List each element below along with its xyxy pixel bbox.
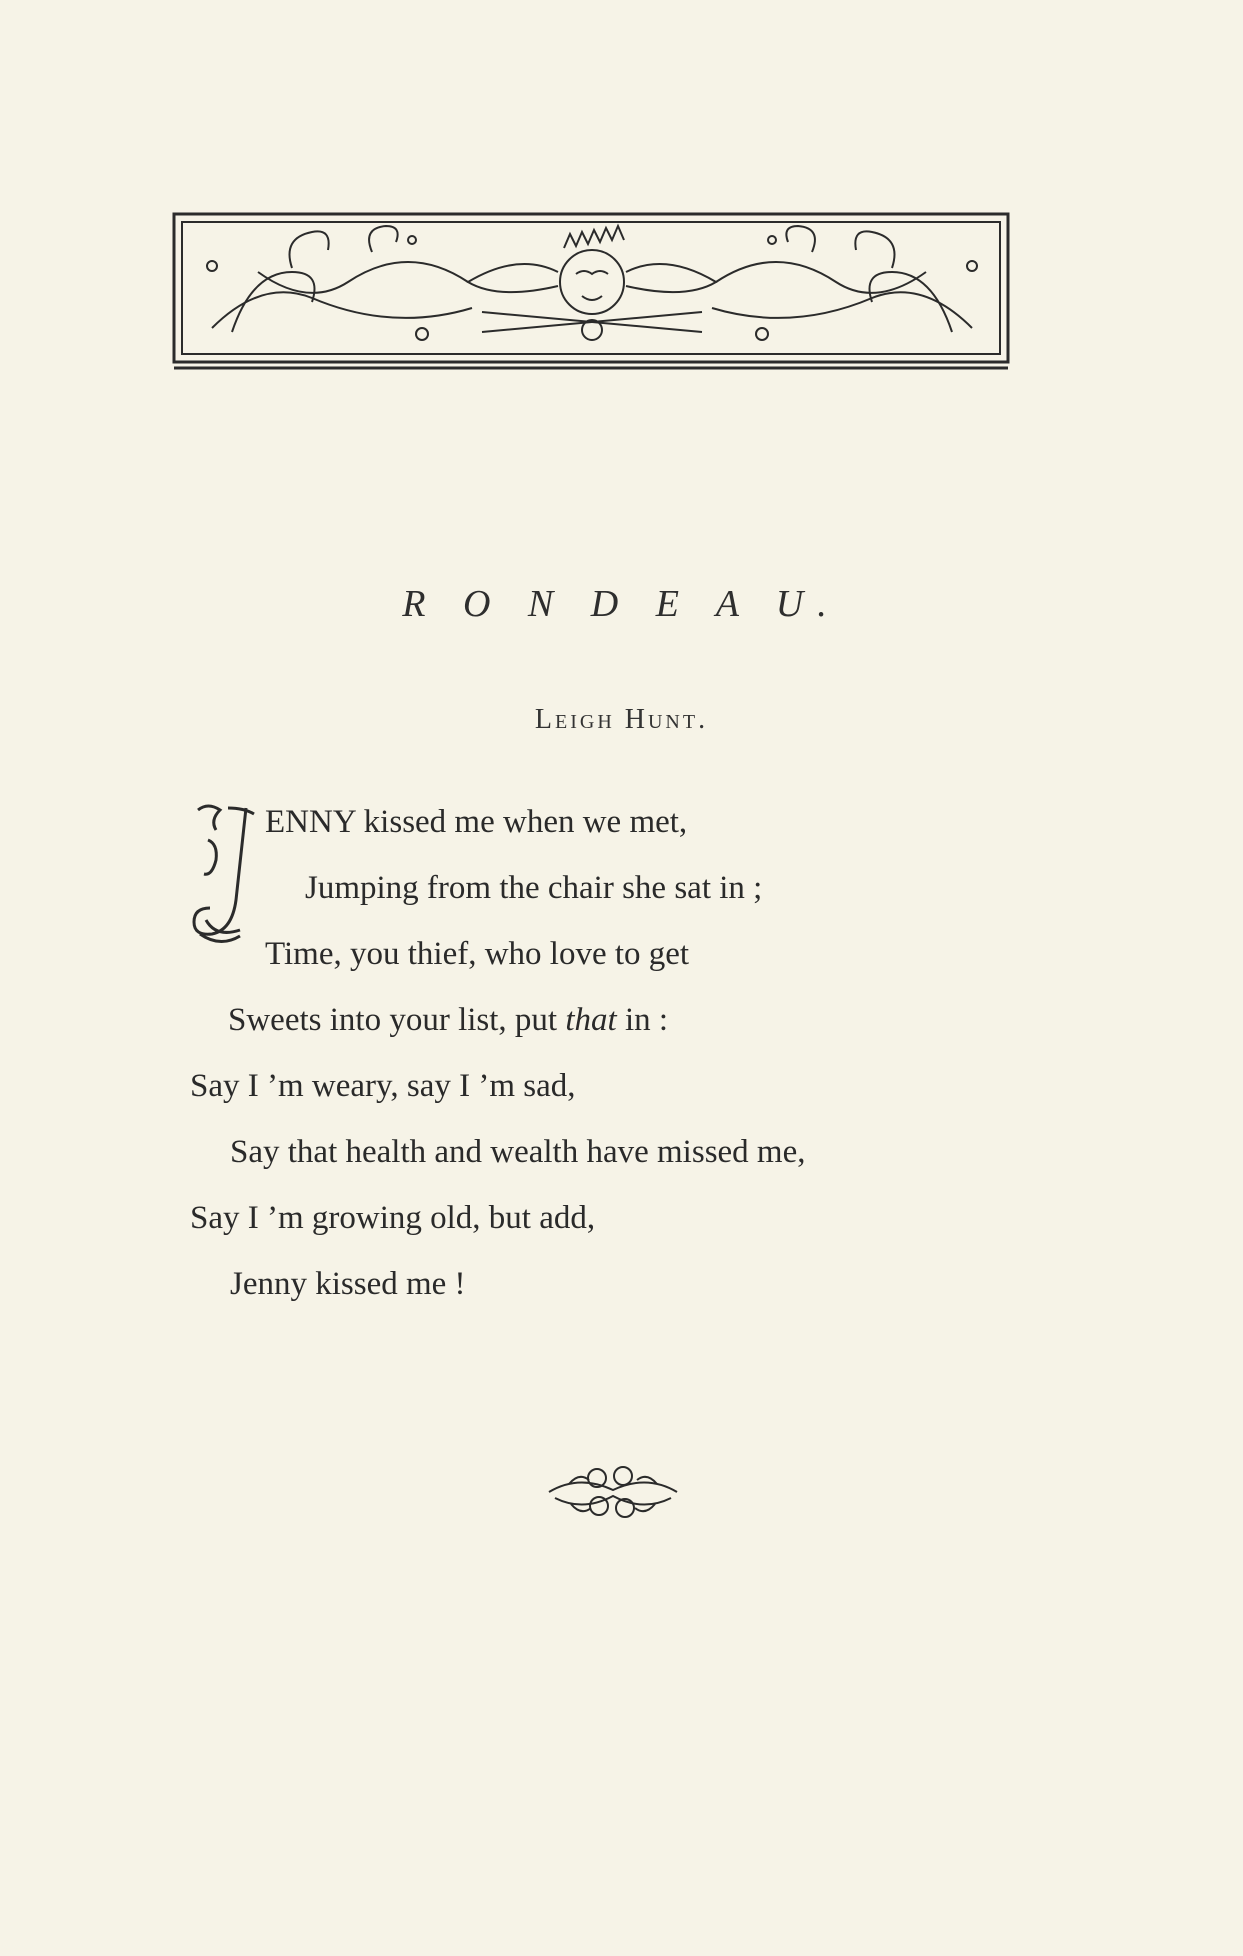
poem-line-4-start: Sweets into your list, put <box>228 1002 566 1038</box>
poem-line-8: Jenny kissed me ! <box>230 1266 466 1302</box>
poem-author: Leigh Hunt. <box>534 704 709 735</box>
poem-line-6: Say that health and wealth have missed me, <box>230 1134 806 1170</box>
poem-line-1: ENNY kissed me when we met, <box>265 804 688 840</box>
poem-line-2: Jumping from the chair she sat in ; <box>305 870 763 906</box>
poem-line-5: Say I ’m weary, say I ’m sad, <box>190 1068 576 1104</box>
poem-line-7: Say I ’m growing old, but add, <box>190 1200 596 1236</box>
poem-title: R O N D E A U. <box>402 583 841 625</box>
poem-line-4 <box>228 1002 668 1039</box>
poem-line-4-italic: that <box>565 1002 617 1038</box>
ornamental-tailpiece-icon <box>545 1458 681 1526</box>
poem-line-4-end: in : <box>616 1002 669 1038</box>
poem-line-3: Time, you thief, who love to get <box>265 936 690 972</box>
drop-cap-letter: J <box>218 870 219 871</box>
